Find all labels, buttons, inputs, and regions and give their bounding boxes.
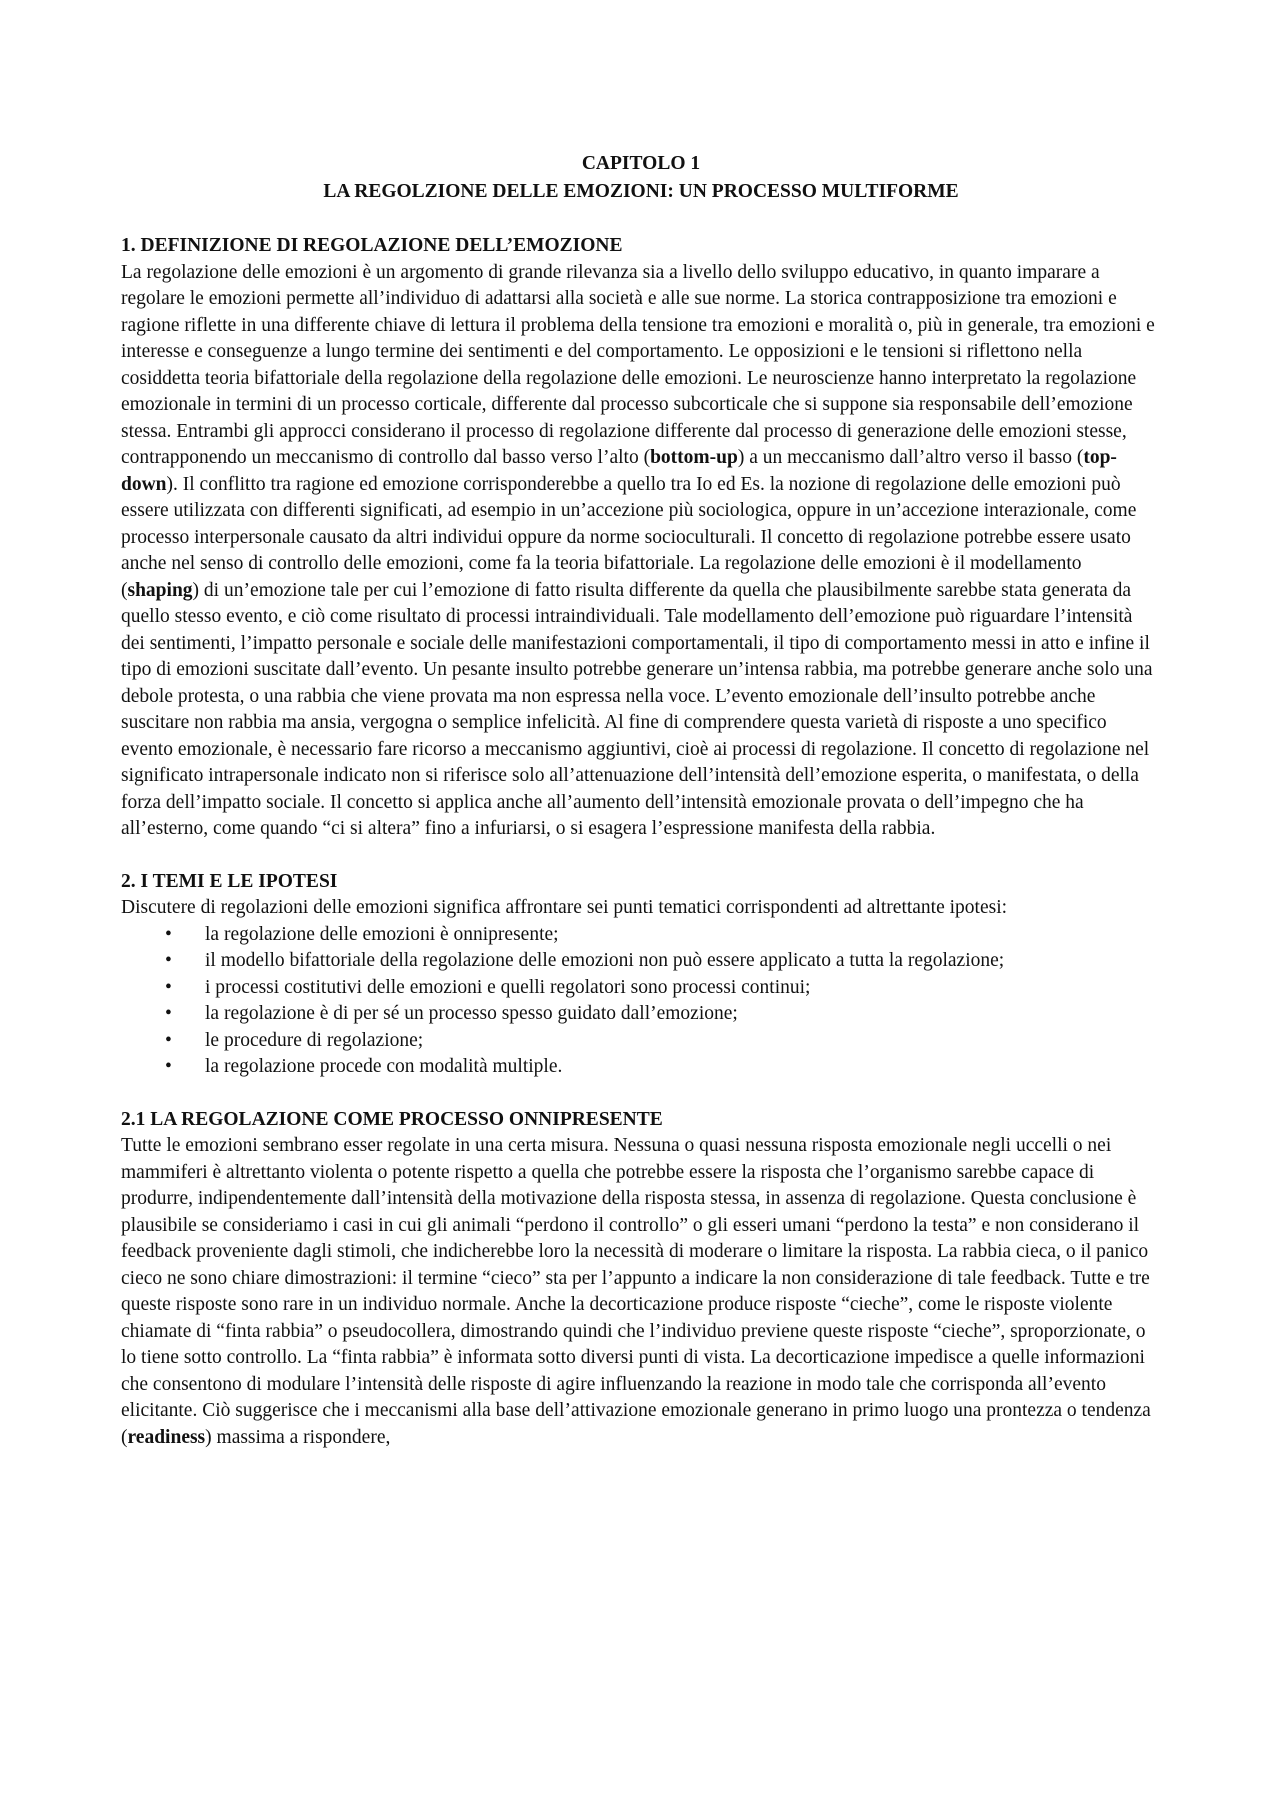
bullet-icon: • [165,950,172,971]
bullet-icon: • [165,923,172,945]
section-heading: 1. DEFINIZIONE DI REGOLAZIONE DELL’EMOZIONE [121,235,623,256]
bold-term: readiness [127,1426,206,1448]
bullet-icon: • [165,1003,172,1024]
list-item [121,1001,1161,1028]
section-heading: 2.1 LA REGOLAZIONE COME PROCESSO ONNIPRESENTE [121,1108,663,1130]
bold-term: shaping [127,579,193,601]
section-themes [121,869,1161,1081]
list-item-text: i processi costitutivi delle emozioni e quelli regolatori sono processi continui; [205,976,811,998]
list-item-text: la regolazione procede con modalità multiple. [205,1056,563,1077]
list-item [121,948,1161,975]
list-item-text: la regolazione delle emozioni è onnipresente; [205,923,559,945]
text-run: ) a un meccanismo dall’altro verso il basso ( [737,447,1084,468]
list-item [121,1028,1161,1055]
list-item-text: le procedure di regolazione; [205,1029,424,1051]
chapter-number: CAPITOLO 1 [581,153,701,174]
text-run: Tutte le emozioni sembrano esser regolate in una certa misura. Nessuna o quasi nessuna risposta emozionale negli uccelli o nei mammiferi è altrettanto violenta o potente rispetto a quella che potrebbe essere la risposta che l’organismo sarebbe capace di produrre, indipendentemente dall’intensità della motivazione della risposta stessa, in assenza di regolazione. Questa conclusione è plausibile se consideriamo i casi in cui gli animali “perdono il controllo” o gli esseri umani “perdono la testa” e non considerano il feedback proveniente dagli stimoli, che indicherebbe loro la necessità di moderare o limitare la risposta. La rabbia cieca, o il panico cieco ne sono chiare dimostrazioni: il termine “cieco” sta per l’appunto a indicare la non considerazione di tale feedback. Tutte e tre queste risposte sono rare in un individuo normale. Anche la decorticazione produce risposte “cieche”, come le risposte violente chiamate di “finta rabbia” o pseudocollera, dimostrando quindi che l’individuo previene queste risposte “cieche”, sproporzionate, o lo tiene sotto controllo. La “finta rabbia” è informata sotto diversi punti di vista. La decorticazione impedisce a quelle informazioni che consentono di modulare l’intensità delle risposte di agire influenzando la reazione in modo tale che corrisponda all’evento elicitante. Ciò suggerisce che i meccanismi alla base dell’attivazione emozionale generano in primo luogo una prontezza o tendenza ( [121,1135,1151,1448]
bold-term: bottom-up [650,447,738,468]
bold-term: top-down [121,447,1117,495]
list-item [121,922,1161,949]
section-definition [121,233,1161,843]
list-item-text: il modello bifattoriale della regolazione delle emozioni non può essere applicato a tutta la regolazione; [205,950,1005,971]
list-item [121,975,1161,1002]
chapter-title: LA REGOLZIONE DELLE EMOZIONI: UN PROCESSO MULTIFORME [323,181,959,202]
section-intro: Discutere di regolazioni delle emozioni significa affrontare sei punti tematici corrispondenti ad altrettante ipotesi: [121,897,1008,918]
list-item-text: la regolazione è di per sé un processo spesso guidato dall’emozione; [205,1003,738,1024]
text-run: ). Il conflitto tra ragione ed emozione corrisponderebbe a quello tra Io ed Es. la nozione di regolazione delle emozioni può essere utilizzata con differenti significati, ad esempio in un’accezione più sociologica, oppure in un’accezione interazionale, come processo interpersonale causato da altri individui oppure da norme socioculturali. Il concetto di regolazione potrebbe essere usato anche nel senso di controllo delle emozioni, come fa la teoria bifattoriale. La regolazione delle emozioni è il modellamento ( [121,473,1137,601]
section-paragraph [121,260,1161,843]
bullet-icon: • [165,976,172,998]
bullet-icon: • [165,1056,172,1077]
text-run: La regolazione delle emozioni è un argomento di grande rilevanza sia a livello dello sviluppo educativo, in quanto imparare a regolare le emozioni permette all’individuo di adattarsi alla società e alle sue norme. La storica contrapposizione tra emozioni e ragione riflette in una differente chiave di lettura il problema della tensione tra emozioni e moralità o, più in generale, tra emozioni e interesse e conseguenze a lungo termine dei sentimenti e del comportamento. Le opposizioni e le tensioni si riflettono nella cosiddetta teoria bifattoriale della regolazione della regolazione delle emozioni. Le neuroscienze hanno interpretato la regolazione emozionale in termini di un processo corticale, differente dal processo subcorticale che si suppone sia responsabile dell’emozione stessa. Entrambi gli approcci considerano il processo di regolazione differente dal processo di generazione delle emozioni stesse, contrapponendo un meccanismo di controllo dal basso verso l’alto ( [121,261,1155,468]
chapter-title-block [121,150,1161,206]
hypotheses-list [121,922,1161,1081]
text-run: ) massima a rispondere, [205,1426,391,1448]
section-paragraph [121,1133,1161,1451]
document-page [121,150,1161,1477]
text-run: ) di un’emozione tale per cui l’emozione di fatto risulta differente da quella che plausibilmente sarebbe stata generata da quello stesso evento, e ciò come risultato di processi intraindividuali. Tale modellamento dell’emozione può riguardare l’intensità dei sentimenti, l’impatto personale e sociale delle manifestazioni comportamentali, il tipo di comportamento messi in atto e infine il tipo di emozioni suscitate dall’evento. Un pesante insulto potrebbe generare un’intensa rabbia, ma potrebbe generare anche solo una debole protesta, o una rabbia che viene provata ma non espressa nella voce. L’evento emozionale dell’insulto potrebbe anche suscitare non rabbia ma ansia, vergogna o semplice infelicità. Al fine di comprendere questa varietà di risposte a uno specifico evento emozionale, è necessario fare ricorso a meccanismo aggiuntivi, cioè ai processi di regolazione. Il concetto di regolazione nel significato intrapersonale indicato non si riferisce solo all’attenuazione dell’intensità dell’emozione esperita, o manifestata, o della forza dell’impatto sociale. Il concetto si applica anche all’aumento dell’intensità emozionale provata o dell’impegno che ha all’esterno, come quando “ci si altera” fino a infuriarsi, o si esagera l’espressione manifesta della rabbia. [121,579,1153,839]
list-item [121,1054,1161,1081]
section-heading: 2. I TEMI E LE IPOTESI [121,870,338,892]
bullet-icon: • [165,1029,172,1051]
section-omnipresent [121,1107,1161,1452]
